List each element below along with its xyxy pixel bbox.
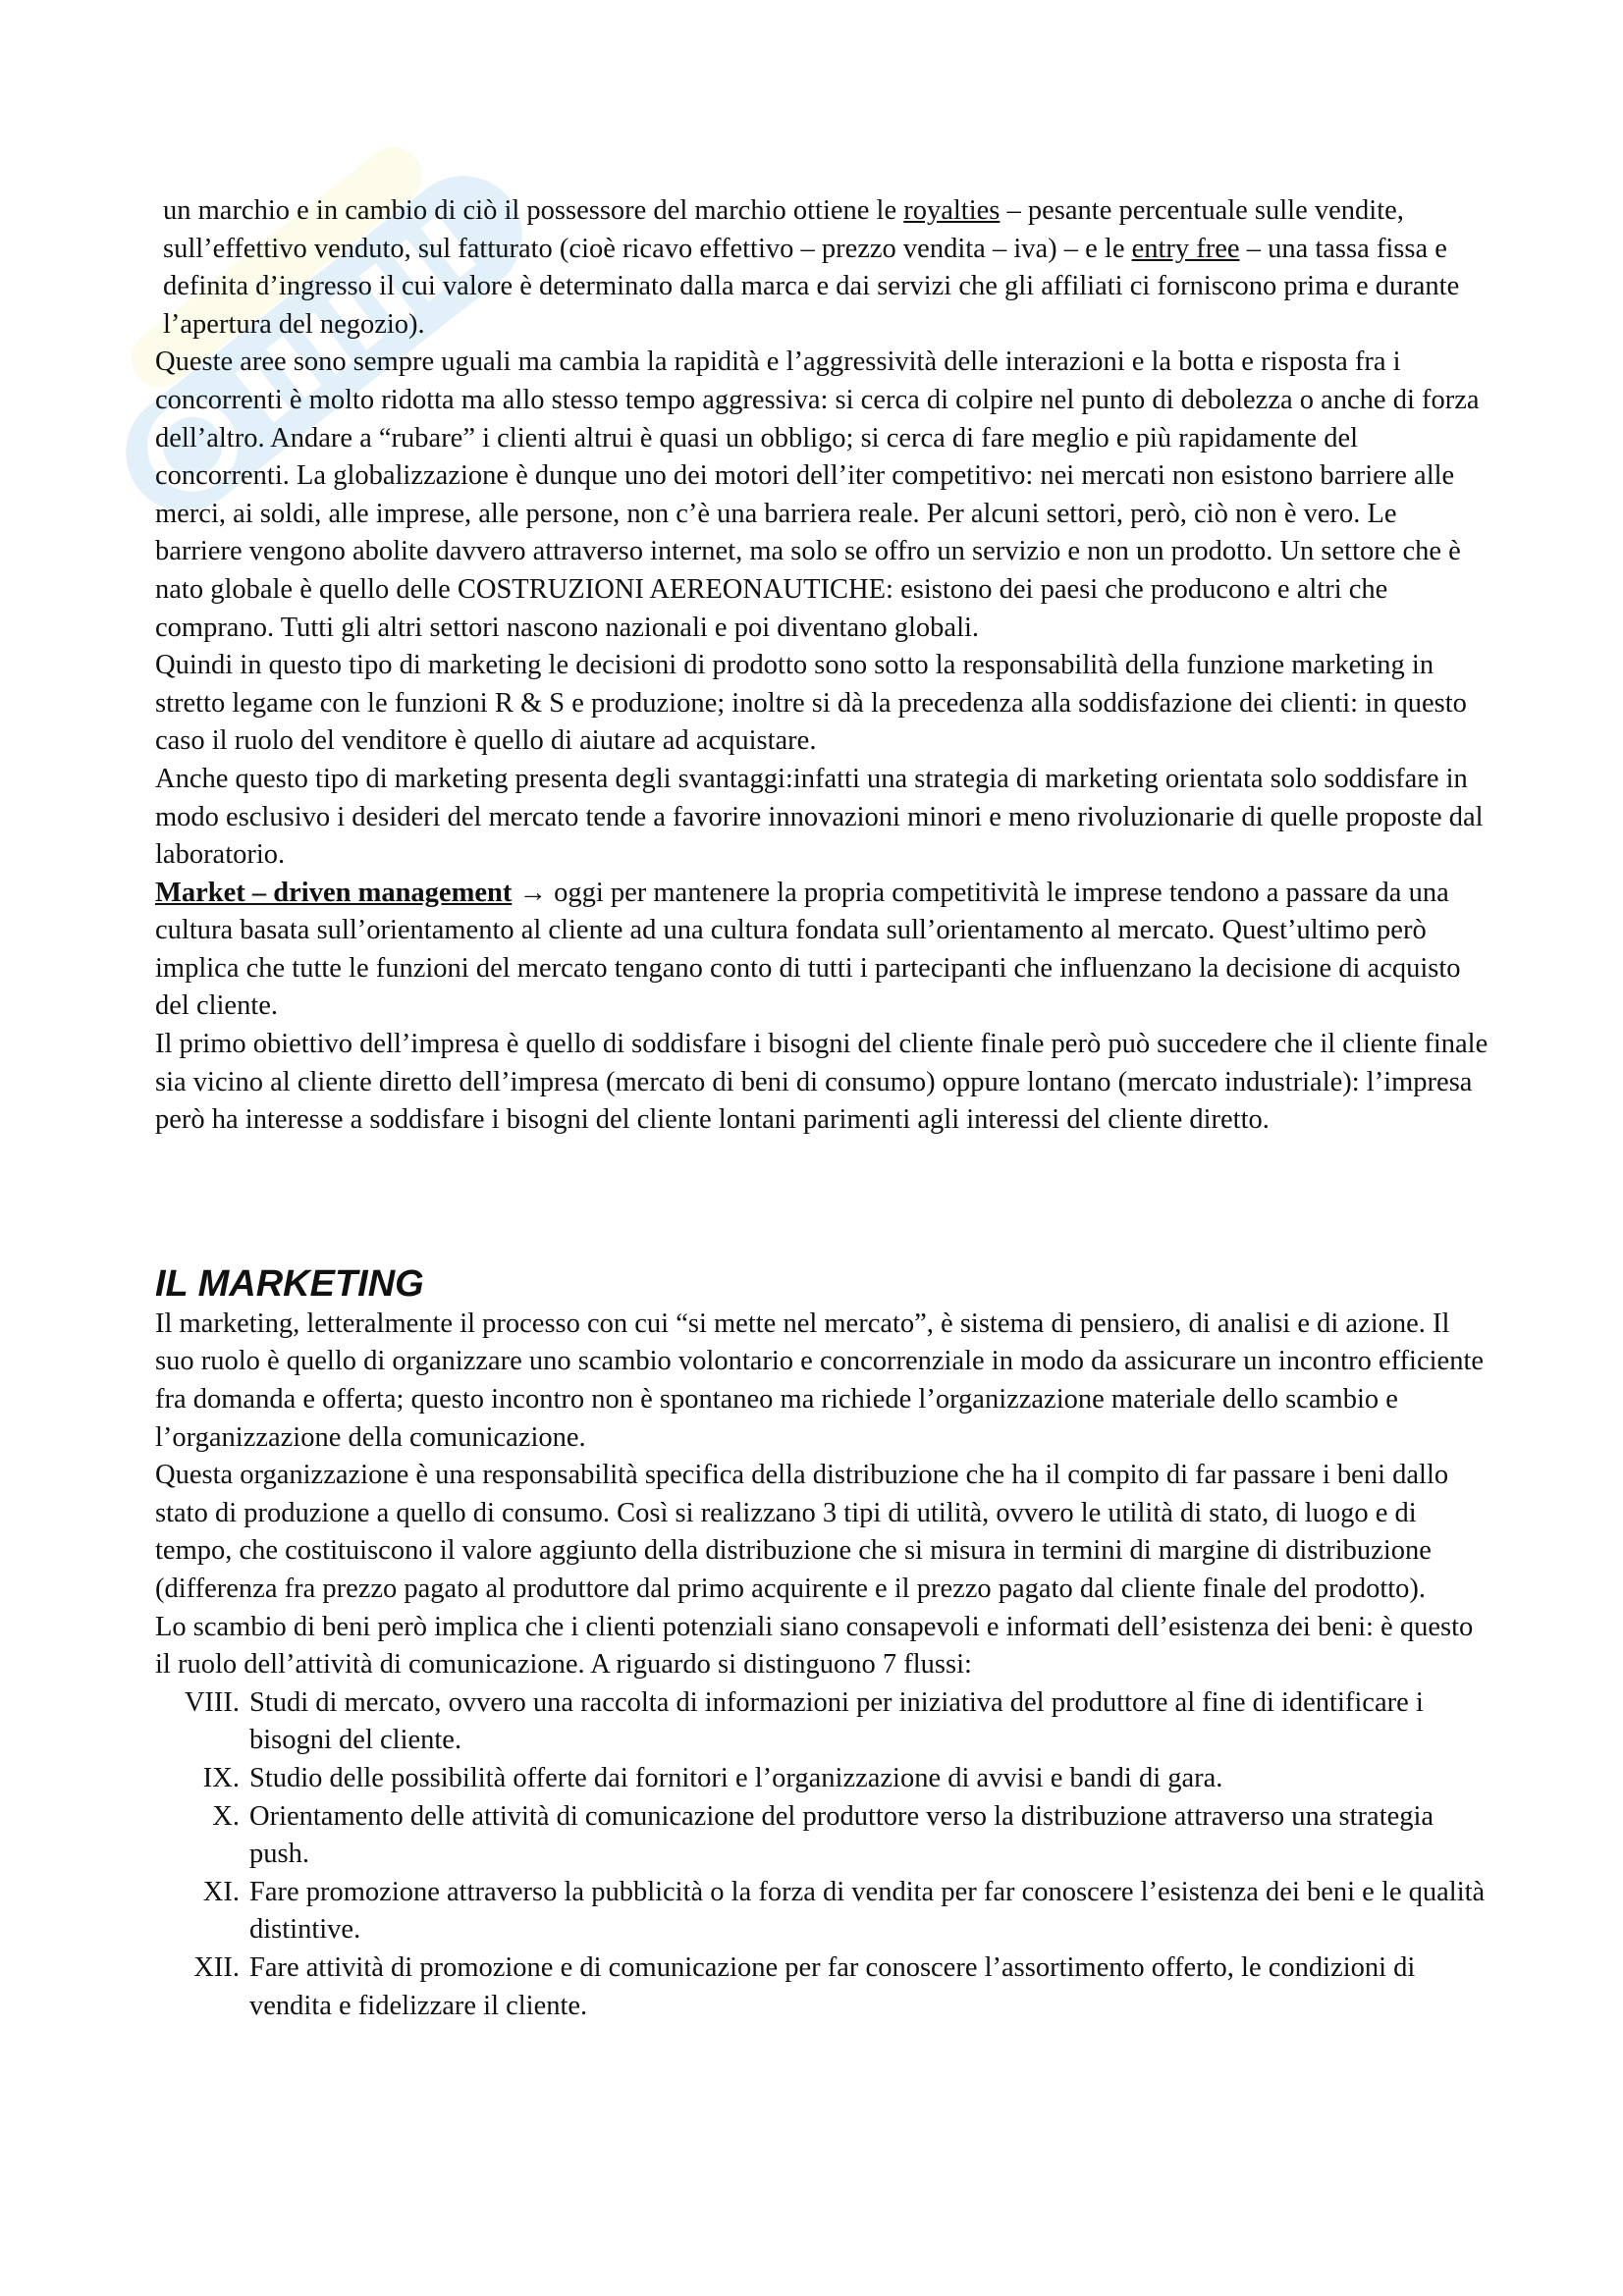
paragraph-market-driven	[155, 875, 1490, 1026]
paragraph-questa: Questa organizzazione è una responsabilità specifica della distribuzione che ha il compito di far passare i beni dallo stato di produzione a quello di consumo. Così si realizzano 3 tipi di utilità, ovvero le utilità di stato, di luogo e di tempo, che costituiscono il valore aggiunto della distribuzione che si misura in termini di margine di distribuzione (differenza fra prezzo pagato al produttore dal primo acquirente e il prezzo pagato dal cliente finale del prodotto).	[155, 1460, 1449, 1604]
intro-text-3: – una tassa fissa e definita d’ingresso il cui valore è determinato dalla marca e dai servizi che gli affiliati ci forniscono prima e durante l’apertura del negozio).	[163, 233, 1460, 340]
list-number: IX.	[202, 1762, 240, 1793]
list-text: Orientamento delle attività di comunicazione del produttore verso la distribuzione attraverso una strategia push.	[249, 1800, 1434, 1870]
intro-paragraph	[155, 192, 1490, 344]
list-item	[155, 1798, 1490, 1874]
document-page	[155, 192, 1490, 2025]
list-item	[155, 1760, 1490, 1798]
market-driven-text: → oggi per mantenere la propria competitività le imprese tendono a passare da una cultura basata sull’orientamento al cliente ad una cultura fondata sull’orientamento al mercato. Quest’ultimo però implica che tutte le funzioni del mercato tengano conto di tutti i partecipanti che influenzano la decisione di acquisto del cliente.	[155, 877, 1461, 1022]
list-text: Fare attività di promozione e di comunicazione per far conoscere l’assortimento offerto, le condizioni di vendita e fidelizzare il cliente.	[249, 1951, 1416, 2021]
list-number: X.	[212, 1800, 240, 1832]
paragraph-scambio: Lo scambio di beni però implica che i clienti potenziali siano consapevoli e informati dell’esistenza dei beni: è questo il ruolo dell’attività di comunicazione. A riguardo si distinguono 7 flussi:	[155, 1611, 1474, 1681]
intro-text-2: – pesante percentuale sulle vendite, sull’effettivo venduto, sul fatturato (cioè ricavo effettivo – prezzo vendita – iva) – e le	[163, 195, 1404, 264]
royalties-term: royalties	[903, 195, 1001, 226]
market-driven-term: Market – driven management	[155, 877, 513, 908]
list-text: Studio delle possibilità offerte dai fornitori e l’organizzazione di avvisi e bandi di gara.	[249, 1762, 1223, 1793]
list-text: Studi di mercato, ovvero una raccolta di informazioni per iniziativa del produttore al fine di identificare i bisogni del cliente.	[249, 1686, 1424, 1756]
section-heading: IL MARKETING	[155, 1262, 424, 1305]
entry-free-term: entry free	[1131, 233, 1240, 264]
paragraph-aree: Queste aree sono sempre uguali ma cambia la rapidità e l’aggressività delle interazioni e la botta e risposta fra i concorrenti è molto ridotta ma allo stesso tempo aggressiva: si cerca di colpire nel punto di debolezza o anche di forza dell’altro. Andare a “rubare” i clienti altrui è quasi un obbligo; si cerca di fare meglio e più rapidamente del concorrenti. La globalizzazione è dunque uno dei motori dell’iter competitivo: nei mercati non esistono barriere alle merci, ai soldi, alle imprese, alle persone, non c’è una barriera reale. Per alcuni settori, però, ciò non è vero. Le barriere vengono abolite davvero attraverso internet, ma solo se offro un servizio e non un prodotto. Un settore che è nato globale è quello delle COSTRUZIONI AEREONAUTICHE: esistono dei paesi che producono e altri che comprano. Tutti gli altri settori nascono nazionali e poi diventano globali.	[155, 347, 1480, 643]
list-item	[155, 1684, 1490, 1760]
intro-text-1: un marchio e in cambio di ciò il possessore del marchio ottiene le	[163, 195, 904, 226]
paragraph-primo: Il primo obiettivo dell’impresa è quello di soddisfare i bisogni del cliente finale però può succedere che il cliente finale sia vicino al cliente diretto dell’impresa (mercato di beni di consumo) oppure lontano (mercato industriale): l’impresa però ha interesse a soddisfare i bisogni del cliente lontani parimenti agli interessi del cliente diretto.	[155, 1029, 1488, 1136]
flows-list	[155, 1684, 1490, 2025]
list-number: VIII.	[184, 1686, 240, 1718]
paragraph-quindi: Quindi in questo tipo di marketing le decisioni di prodotto sono sotto la responsabilità della funzione marketing in stretto legame con le funzioni R & S e produzione; inoltre si dà la precedenza alla soddisfazione dei clienti: in questo caso il ruolo del venditore è quello di aiutare ad acquistare.	[155, 650, 1467, 757]
list-item	[155, 1949, 1490, 2025]
list-number: XI.	[202, 1876, 240, 1907]
list-text: Fare promozione attraverso la pubblicità o la forza di vendita per far conoscere l’esistenza dei beni e le qualità distintive.	[249, 1876, 1486, 1946]
list-item	[155, 1874, 1490, 1949]
paragraph-marketing: Il marketing, letteralmente il processo con cui “si mette nel mercato”, è sistema di pensiero, di analisi e di azione. Il suo ruolo è quello di organizzare uno scambio volontario e concorrenziale in modo da assicurare un incontro efficiente fra domanda e offerta; questo incontro non è spontaneo ma richiede l’organizzazione materiale dello scambio e l’organizzazione della comunicazione.	[155, 1308, 1485, 1453]
list-number: XII.	[193, 1951, 240, 1983]
paragraph-anche: Anche questo tipo di marketing presenta degli svantaggi:infatti una strategia di marketing orientata solo soddisfare in modo esclusivo i desideri del mercato tende a favorire innovazioni minori e meno rivoluzionarie di quelle proposte dal laboratorio.	[155, 763, 1484, 871]
